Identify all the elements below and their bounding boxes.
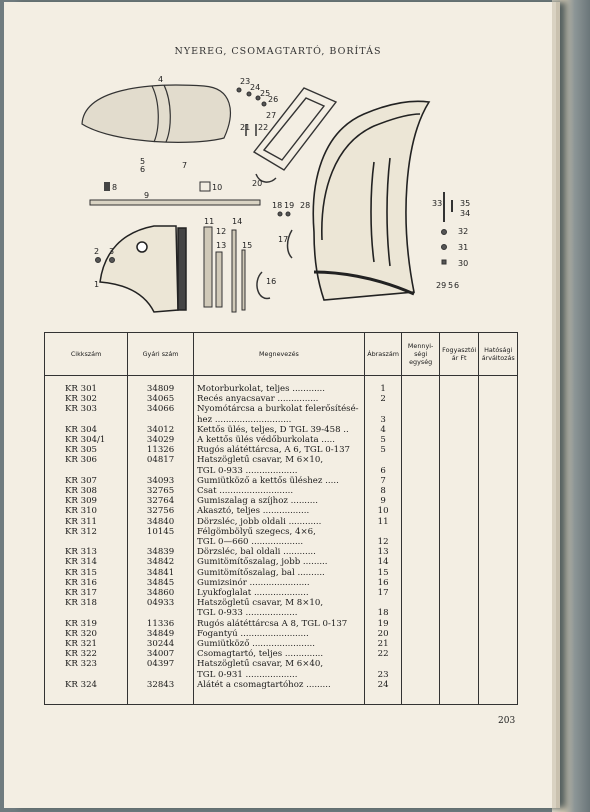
header-fogyasztoi-ar: Fogyasztói ár Ft xyxy=(439,333,479,376)
table-row xyxy=(45,588,518,598)
cell-price-change xyxy=(479,404,518,414)
cell-consumer-price xyxy=(439,547,479,557)
cell-price-change xyxy=(479,476,518,486)
cell-factory-number: 34860 xyxy=(128,588,194,598)
cell-price-change xyxy=(479,547,518,557)
cell-figure-number: 21 xyxy=(364,639,402,649)
cell-code xyxy=(45,670,128,680)
label-18: 18 xyxy=(272,201,283,210)
cell-part-name: Gumiszalag a szíjhoz .......... xyxy=(194,496,365,506)
cell-quantity-unit xyxy=(402,496,440,506)
cell-factory-number xyxy=(128,537,194,547)
label-5: 5 xyxy=(140,157,146,166)
cell-code xyxy=(45,466,128,476)
table-row xyxy=(45,568,518,578)
cell-figure-number: 7 xyxy=(364,476,402,486)
cell-factory-number: 32756 xyxy=(128,506,194,516)
cell-part-name: A kettős ülés védőburkolata ..... xyxy=(194,435,365,445)
cell-quantity-unit xyxy=(402,547,440,557)
document-page xyxy=(4,2,552,808)
cell-factory-number: 11326 xyxy=(128,445,194,455)
cell-code: KR 323 xyxy=(45,659,128,669)
cell-code: KR 304 xyxy=(45,425,128,435)
cell-part-name: Rugós alátéttárcsa, A 6, TGL 0-137 xyxy=(194,445,365,455)
cell-consumer-price xyxy=(439,598,479,608)
cell-quantity-unit xyxy=(402,659,440,669)
table-row xyxy=(45,404,518,414)
cell-quantity-unit xyxy=(402,404,440,414)
cell-code: KR 305 xyxy=(45,445,128,455)
label-32: 32 xyxy=(458,227,469,236)
table-row xyxy=(45,425,518,435)
cell-consumer-price xyxy=(439,619,479,629)
cell-consumer-price xyxy=(439,527,479,537)
header-hatosagi-arvaltozas: Hatósági árváltozás xyxy=(479,333,518,376)
cell-consumer-price xyxy=(439,517,479,527)
cell-quantity-unit xyxy=(402,394,440,404)
label-10: 10 xyxy=(212,183,223,192)
cell-price-change xyxy=(479,506,518,516)
cell-consumer-price xyxy=(439,670,479,680)
label-1: 1 xyxy=(94,280,100,289)
table-row xyxy=(45,608,518,618)
cell-factory-number xyxy=(128,670,194,680)
cell-figure-number: 13 xyxy=(364,547,402,557)
parts-table xyxy=(44,332,518,705)
label-23: 23 xyxy=(240,77,251,86)
label-35: 35 xyxy=(460,199,471,208)
cell-part-name: Akasztó, teljes ................. xyxy=(194,506,365,516)
cell-figure-number: 23 xyxy=(364,670,402,680)
cell-code: KR 319 xyxy=(45,619,128,629)
table-row xyxy=(45,466,518,476)
cell-price-change xyxy=(479,659,518,669)
cell-code: KR 302 xyxy=(45,394,128,404)
cell-consumer-price xyxy=(439,476,479,486)
cell-part-name: Csat ........................... xyxy=(194,486,365,496)
cell-consumer-price xyxy=(439,435,479,445)
front-cover-part xyxy=(100,226,186,312)
cell-consumer-price xyxy=(439,608,479,618)
cell-factory-number: 32843 xyxy=(128,680,194,705)
cell-consumer-price xyxy=(439,506,479,516)
label-24: 24 xyxy=(250,83,261,92)
cell-consumer-price xyxy=(439,415,479,425)
cell-figure-number: 10 xyxy=(364,506,402,516)
table-row xyxy=(45,670,518,680)
cell-code: KR 314 xyxy=(45,557,128,567)
cell-quantity-unit xyxy=(402,486,440,496)
cell-code: KR 306 xyxy=(45,455,128,465)
header-abraszam: Ábraszám xyxy=(364,333,402,376)
cell-consumer-price xyxy=(439,496,479,506)
cell-figure-number: 15 xyxy=(364,568,402,578)
table-row xyxy=(45,537,518,547)
cell-part-name: Gumiütköző a kettős üléshez ..... xyxy=(194,476,365,486)
table-row xyxy=(45,619,518,629)
label-4: 4 xyxy=(158,75,164,84)
cell-price-change xyxy=(479,619,518,629)
cell-figure-number: 4 xyxy=(364,425,402,435)
table-body xyxy=(45,376,518,705)
cell-consumer-price xyxy=(439,680,479,705)
cell-factory-number xyxy=(128,466,194,476)
cell-price-change xyxy=(479,455,518,465)
table-row xyxy=(45,557,518,567)
cell-factory-number: 32765 xyxy=(128,486,194,496)
label-29: 29 xyxy=(436,281,447,290)
label-30: 30 xyxy=(458,259,469,268)
cell-factory-number: 30244 xyxy=(128,639,194,649)
cell-part-name: Hatszögletű csavar, M 6×40, xyxy=(194,659,365,669)
cell-consumer-price xyxy=(439,376,479,395)
cell-factory-number: 34842 xyxy=(128,557,194,567)
cell-factory-number: 34849 xyxy=(128,629,194,639)
cell-figure-number: 8 xyxy=(364,486,402,496)
cell-consumer-price xyxy=(439,639,479,649)
label-22: 22 xyxy=(258,123,269,132)
cell-factory-number: 34029 xyxy=(128,435,194,445)
table-row xyxy=(45,486,518,496)
table-row xyxy=(45,629,518,639)
cell-figure-number xyxy=(364,527,402,537)
header-cikkszam: Cikkszám xyxy=(45,333,128,376)
cell-consumer-price xyxy=(439,578,479,588)
cell-part-name: Alátét a csomagtartóhoz ......... xyxy=(194,680,365,705)
cell-part-name: Fogantyú ......................... xyxy=(194,629,365,639)
cell-code: KR 309 xyxy=(45,496,128,506)
cell-quantity-unit xyxy=(402,537,440,547)
cell-quantity-unit xyxy=(402,680,440,705)
cell-quantity-unit xyxy=(402,629,440,639)
cell-code: KR 312 xyxy=(45,527,128,537)
seat-part xyxy=(82,85,230,142)
cell-part-name: Lyukfoglalat .................... xyxy=(194,588,365,598)
cell-part-name: Hatszögletű csavar, M 6×10, xyxy=(194,455,365,465)
cell-part-name: TGL 0—660 ................... xyxy=(194,537,365,547)
cell-part-name: Gumitömítőszalag, bal .......... xyxy=(194,568,365,578)
cell-part-name: Dörzsléc, bal oldali ............ xyxy=(194,547,365,557)
cell-quantity-unit xyxy=(402,445,440,455)
cell-part-name: TGL 0-933 ................... xyxy=(194,466,365,476)
cell-price-change xyxy=(479,598,518,608)
label-17: 17 xyxy=(278,235,289,244)
cell-factory-number: 34007 xyxy=(128,649,194,659)
cell-figure-number: 2 xyxy=(364,394,402,404)
cell-consumer-price xyxy=(439,557,479,567)
cell-quantity-unit xyxy=(402,415,440,425)
cell-figure-number: 5 xyxy=(364,445,402,455)
cell-quantity-unit xyxy=(402,619,440,629)
cell-code: KR 308 xyxy=(45,486,128,496)
cell-consumer-price xyxy=(439,404,479,414)
cell-code: KR 315 xyxy=(45,568,128,578)
cell-price-change xyxy=(479,527,518,537)
cell-price-change xyxy=(479,588,518,598)
cell-part-name: Hatszögletű csavar, M 8×10, xyxy=(194,598,365,608)
cell-consumer-price xyxy=(439,486,479,496)
cell-quantity-unit xyxy=(402,425,440,435)
cell-part-name: Gumiütköző ....................... xyxy=(194,639,365,649)
cell-quantity-unit xyxy=(402,466,440,476)
table-row xyxy=(45,415,518,425)
cell-price-change xyxy=(479,680,518,705)
cell-factory-number: 34839 xyxy=(128,547,194,557)
label-25: 25 xyxy=(260,89,271,98)
cell-figure-number: 12 xyxy=(364,537,402,547)
cell-factory-number: 10145 xyxy=(128,527,194,537)
cell-factory-number: 32764 xyxy=(128,496,194,506)
label-6b: 6 xyxy=(454,281,460,290)
table-row xyxy=(45,476,518,486)
cell-consumer-price xyxy=(439,629,479,639)
cell-price-change xyxy=(479,376,518,395)
cell-price-change xyxy=(479,568,518,578)
cell-price-change xyxy=(479,415,518,425)
cell-code: KR 316 xyxy=(45,578,128,588)
parts-table-wrapper xyxy=(44,332,518,705)
cell-part-name: Recés anyacsavar ............... xyxy=(194,394,365,404)
cell-price-change xyxy=(479,537,518,547)
cell-price-change xyxy=(479,557,518,567)
cell-figure-number: 6 xyxy=(364,466,402,476)
cell-price-change xyxy=(479,649,518,659)
table-row xyxy=(45,527,518,537)
cell-part-name: Dörzsléc, jobb oldali ............ xyxy=(194,517,365,527)
label-2: 2 xyxy=(94,247,100,256)
cell-price-change xyxy=(479,608,518,618)
header-megnevezes: Megnevezés xyxy=(194,333,365,376)
cell-consumer-price xyxy=(439,537,479,547)
cell-factory-number: 04397 xyxy=(128,659,194,669)
cell-factory-number: 34809 xyxy=(128,376,194,395)
cell-figure-number xyxy=(364,404,402,414)
cell-consumer-price xyxy=(439,649,479,659)
cell-figure-number: 1 xyxy=(364,376,402,395)
exploded-parts-diagram xyxy=(74,72,514,322)
label-5b: 5 xyxy=(448,281,454,290)
cell-price-change xyxy=(479,639,518,649)
cell-price-change xyxy=(479,486,518,496)
cell-figure-number: 17 xyxy=(364,588,402,598)
table-row xyxy=(45,639,518,649)
cell-part-name: TGL 0-931 ................... xyxy=(194,670,365,680)
label-9: 9 xyxy=(144,191,150,200)
cell-part-name: TGL 0-933 ................... xyxy=(194,608,365,618)
cell-factory-number: 04933 xyxy=(128,598,194,608)
cell-price-change xyxy=(479,425,518,435)
cell-factory-number: 34840 xyxy=(128,517,194,527)
label-20: 20 xyxy=(252,179,263,188)
label-33: 33 xyxy=(432,199,443,208)
cell-code xyxy=(45,608,128,618)
strap-part xyxy=(90,200,260,205)
label-28: 28 xyxy=(300,201,311,210)
table-row xyxy=(45,455,518,465)
cell-quantity-unit xyxy=(402,568,440,578)
cell-quantity-unit xyxy=(402,588,440,598)
label-7: 7 xyxy=(182,161,188,170)
cell-price-change xyxy=(479,670,518,680)
cell-part-name: Gumitömítőszalag, jobb ......... xyxy=(194,557,365,567)
cell-code: KR 320 xyxy=(45,629,128,639)
cell-factory-number: 34841 xyxy=(128,568,194,578)
table-row xyxy=(45,376,518,395)
label-26: 26 xyxy=(268,95,279,104)
cell-quantity-unit xyxy=(402,527,440,537)
cell-code: KR 304/1 xyxy=(45,435,128,445)
label-12: 12 xyxy=(216,227,227,236)
cell-code xyxy=(45,537,128,547)
label-21: 21 xyxy=(240,123,251,132)
cell-consumer-price xyxy=(439,659,479,669)
cell-price-change xyxy=(479,496,518,506)
cell-code: KR 311 xyxy=(45,517,128,527)
cell-consumer-price xyxy=(439,568,479,578)
cell-factory-number: 34065 xyxy=(128,394,194,404)
table-row xyxy=(45,435,518,445)
label-16: 16 xyxy=(266,277,277,286)
cell-code: KR 307 xyxy=(45,476,128,486)
cell-consumer-price xyxy=(439,425,479,435)
cell-price-change xyxy=(479,517,518,527)
table-row xyxy=(45,394,518,404)
cell-price-change xyxy=(479,394,518,404)
cell-quantity-unit xyxy=(402,557,440,567)
cell-part-name: Csomagtartó, teljes .............. xyxy=(194,649,365,659)
cell-code: KR 324 xyxy=(45,680,128,705)
label-27: 27 xyxy=(266,111,277,120)
cell-figure-number: 20 xyxy=(364,629,402,639)
table-row xyxy=(45,517,518,527)
table-header-row xyxy=(45,333,518,376)
cell-factory-number: 34066 xyxy=(128,404,194,414)
cell-part-name: Motorburkolat, teljes ............ xyxy=(194,376,365,395)
cell-quantity-unit xyxy=(402,639,440,649)
cell-price-change xyxy=(479,578,518,588)
cell-code: KR 310 xyxy=(45,506,128,516)
table-row xyxy=(45,445,518,455)
table-row xyxy=(45,547,518,557)
cell-quantity-unit xyxy=(402,598,440,608)
cell-quantity-unit xyxy=(402,517,440,527)
cell-code xyxy=(45,415,128,425)
cell-factory-number xyxy=(128,415,194,425)
cell-quantity-unit xyxy=(402,435,440,445)
cell-consumer-price xyxy=(439,455,479,465)
cell-price-change xyxy=(479,629,518,639)
header-mennyisegi-egyseg: Mennyi-ségi egység xyxy=(402,333,440,376)
cell-factory-number: 11336 xyxy=(128,619,194,629)
cell-part-name: Nyomótárcsa a burkolat felerősítésé- xyxy=(194,404,365,414)
cell-figure-number: 19 xyxy=(364,619,402,629)
label-8: 8 xyxy=(112,183,118,192)
table-row xyxy=(45,659,518,669)
cell-factory-number: 34845 xyxy=(128,578,194,588)
cell-figure-number: 22 xyxy=(364,649,402,659)
cell-code: KR 301 xyxy=(45,376,128,395)
cell-part-name: hez ............................ xyxy=(194,415,365,425)
label-34: 34 xyxy=(460,209,471,218)
cell-figure-number: 18 xyxy=(364,608,402,618)
cell-price-change xyxy=(479,435,518,445)
label-11: 11 xyxy=(204,217,215,226)
label-3: 3 xyxy=(109,247,115,256)
cell-figure-number: 9 xyxy=(364,496,402,506)
motor-cover-part xyxy=(313,101,429,300)
cell-quantity-unit xyxy=(402,506,440,516)
label-14: 14 xyxy=(232,217,243,226)
table-row xyxy=(45,598,518,608)
cell-quantity-unit xyxy=(402,476,440,486)
page-title: NYEREG, CSOMAGTARTÓ, BORÍTÁS xyxy=(174,46,382,57)
cell-quantity-unit xyxy=(402,649,440,659)
cell-factory-number: 34093 xyxy=(128,476,194,486)
cell-figure-number xyxy=(364,598,402,608)
header-gyari-szam: Gyári szám xyxy=(128,333,194,376)
cell-figure-number: 14 xyxy=(364,557,402,567)
book-edge xyxy=(552,0,590,812)
cell-factory-number: 04817 xyxy=(128,455,194,465)
cell-part-name: Kettős ülés, teljes, D TGL 39-458 .. xyxy=(194,425,365,435)
label-15: 15 xyxy=(242,241,253,250)
label-19: 19 xyxy=(284,201,295,210)
table-row xyxy=(45,680,518,705)
table-row xyxy=(45,496,518,506)
cell-quantity-unit xyxy=(402,578,440,588)
table-row xyxy=(45,649,518,659)
cell-figure-number: 24 xyxy=(364,680,402,705)
cell-price-change xyxy=(479,466,518,476)
cell-quantity-unit xyxy=(402,376,440,395)
cell-code: KR 321 xyxy=(45,639,128,649)
label-6: 6 xyxy=(140,165,146,174)
cell-price-change xyxy=(479,445,518,455)
cell-quantity-unit xyxy=(402,608,440,618)
page-number: 203 xyxy=(498,716,516,726)
cell-figure-number xyxy=(364,455,402,465)
cell-figure-number: 3 xyxy=(364,415,402,425)
cell-figure-number: 11 xyxy=(364,517,402,527)
cell-part-name: Gumizsinór ...................... xyxy=(194,578,365,588)
cell-part-name: Félgömbölyű szegecs, 4×6, xyxy=(194,527,365,537)
cell-part-name: Rugós alátéttárcsa A 8, TGL 0-137 xyxy=(194,619,365,629)
table-row xyxy=(45,506,518,516)
cell-code: KR 322 xyxy=(45,649,128,659)
cell-quantity-unit xyxy=(402,670,440,680)
cell-code: KR 313 xyxy=(45,547,128,557)
cell-consumer-price xyxy=(439,394,479,404)
cell-figure-number: 16 xyxy=(364,578,402,588)
label-31: 31 xyxy=(458,243,469,252)
cell-code: KR 318 xyxy=(45,598,128,608)
cell-consumer-price xyxy=(439,588,479,598)
cell-factory-number xyxy=(128,608,194,618)
cell-consumer-price xyxy=(439,445,479,455)
label-13: 13 xyxy=(216,241,227,250)
cell-code: KR 303 xyxy=(45,404,128,414)
table-row xyxy=(45,578,518,588)
cell-code: KR 317 xyxy=(45,588,128,598)
cell-quantity-unit xyxy=(402,455,440,465)
cell-factory-number: 34012 xyxy=(128,425,194,435)
cell-figure-number: 5 xyxy=(364,435,402,445)
cell-consumer-price xyxy=(439,466,479,476)
cell-figure-number xyxy=(364,659,402,669)
